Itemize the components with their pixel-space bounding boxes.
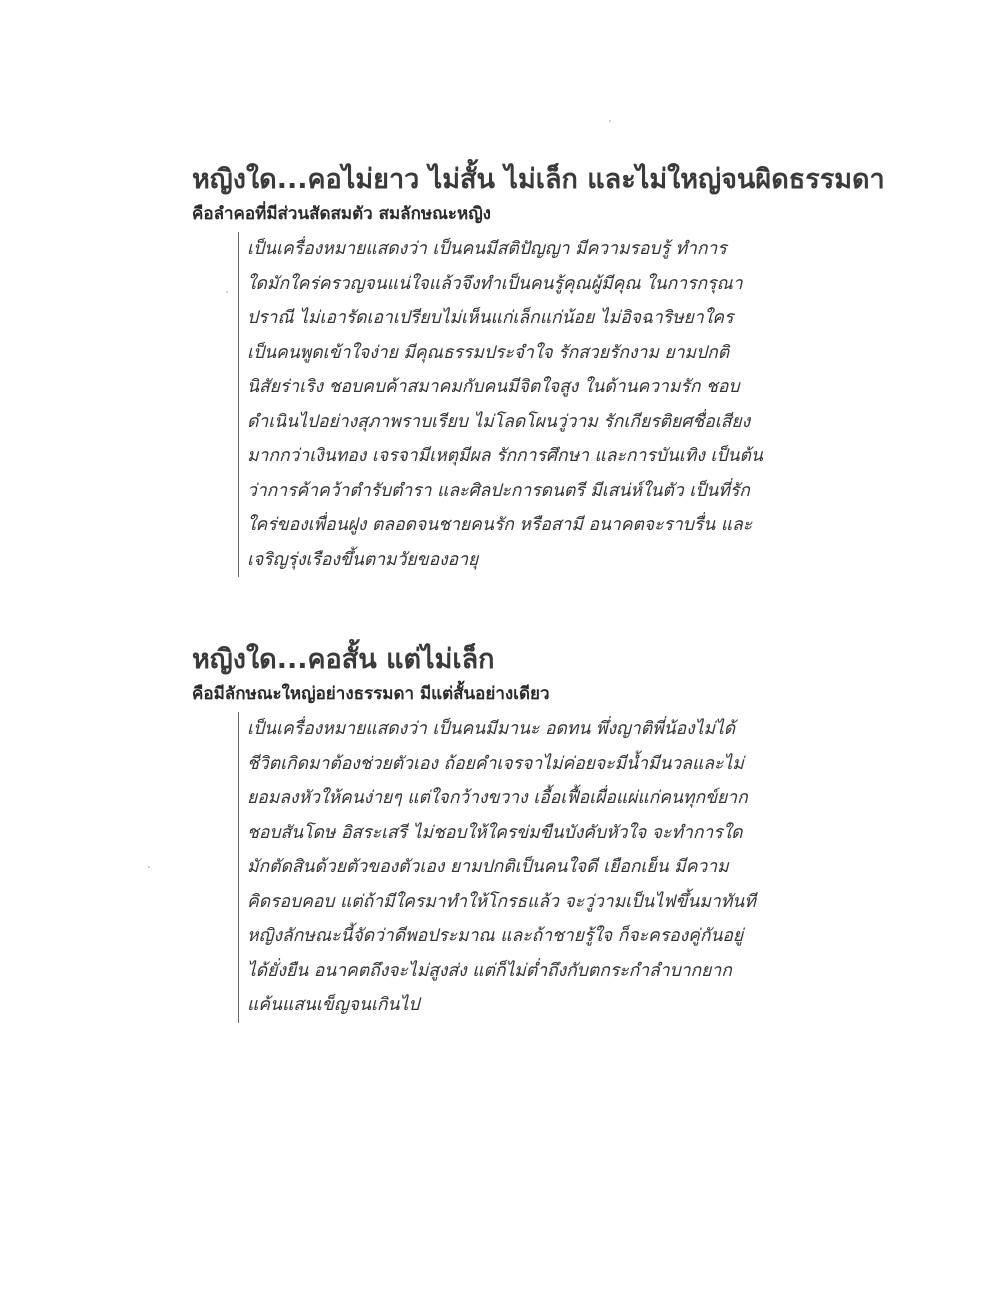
body-line: ปราณี ไม่เอารัดเอาเปรียบไม่เห็นแก่เล็กแก่น้อย ไม่อิจฉาริษยาใคร bbox=[247, 308, 734, 328]
body-line: ใดมักใคร่ครวญจนแน่ใจแล้วจึงทำเป็นคนรู้คุณผู้มีคุณ ในการกรุณา bbox=[247, 273, 743, 294]
body-line: ชอบสันโดษ อิสระเสรี ไม่ชอบให้ใครข่มขืนบังคับหัวใจ จะทำการใด bbox=[247, 822, 743, 843]
body-line: ยอมลงหัวให้คนง่ายๆ แต่ใจกว้างขวาง เอื้อเฟื้อเผื่อแผ่แก่คนทุกข์ยาก bbox=[247, 788, 748, 808]
body-line: มักตัดสินด้วยตัวของตัวเอง ยามปกติเป็นคนใจดี เยือกเย็น มีความ bbox=[247, 857, 729, 877]
scan-speck bbox=[226, 291, 228, 293]
section-long-neck bbox=[192, 160, 885, 577]
section-short-neck bbox=[192, 640, 812, 1023]
body-line: หญิงลักษณะนี้จัดว่าดีพอประมาณ และถ้าชายรู้ใจ ก็จะครองคู่กันอยู่ bbox=[247, 926, 744, 946]
body-line: เจริญรุ่งเรืองขึ้นตามวัยของอายุ bbox=[247, 549, 479, 570]
section-body bbox=[238, 712, 817, 1023]
body-line: ได้ยั่งยืน อนาคตถึงจะไม่สูงส่ง แต่ก็ไม่ต่ำถึงกับตกระกำลำบากยาก bbox=[247, 960, 732, 981]
section-body bbox=[238, 232, 817, 577]
body-line: ชีวิตเกิดมาต้องช่วยตัวเอง ถ้อยคำเจรจาไม่ค่อยจะมีน้ำมีนวลและไม่ bbox=[247, 753, 744, 774]
section-subheading: คือลำคอที่มีส่วนสัดสมตัว สมลักษณะหญิง bbox=[192, 204, 491, 224]
body-line: มากกว่าเงินทอง เจรจามีเหตุมีผล รักการศึกษา และการบันเทิง เป็นต้น bbox=[247, 446, 763, 466]
body-line: แค้นแสนเข็ญจนเกินไป bbox=[247, 995, 420, 1015]
body-line: เป็นคนพูดเข้าใจง่าย มีคุณธรรมประจำใจ รักสวยรักงาม ยามปกติ bbox=[247, 342, 730, 363]
section-subheading: คือมีลักษณะใหญ่อย่างธรรมดา มีแต่สั้นอย่างเดียว bbox=[192, 684, 550, 704]
scan-speck bbox=[609, 120, 611, 122]
body-line: ใคร่ของเพื่อนฝูง ตลอดจนชายคนรัก หรือสามี อนาคตจะราบรื่น และ bbox=[247, 515, 753, 535]
body-line: ว่าการค้าคว้าตำรับตำรา และศิลปะการดนตรี มีเสน่ห์ในตัว เป็นที่รัก bbox=[247, 480, 750, 501]
body-line: คิดรอบคอบ แต่ถ้ามีใครมาทำให้โกรธแล้ว จะวู่วามเป็นไฟขึ้นมาทันที bbox=[247, 891, 756, 912]
body-line: ดำเนินไปอย่างสุภาพราบเรียบ ไม่โลดโผนวู่วาม รักเกียรติยศชื่อเสียง bbox=[247, 411, 751, 432]
section-heading: หญิงใด...คอไม่ยาว ไม่สั้น ไม่เล็ก และไม่ใหญ่จนผิดธรรมดา bbox=[192, 164, 885, 195]
section-heading: หญิงใด...คอสั้น แต่ไม่เล็ก bbox=[192, 644, 495, 675]
body-line: เป็นเครื่องหมายแสดงว่า เป็นคนมีมานะ อดทน พึ่งญาติพี่น้องไม่ได้ bbox=[247, 719, 736, 739]
scan-speck bbox=[148, 866, 150, 868]
body-line: นิสัยร่าเริง ชอบคบค้าสมาคมกับคนมีจิตใจสูง ในด้านความรัก ชอบ bbox=[247, 377, 740, 397]
body-line: เป็นเครื่องหมายแสดงว่า เป็นคนมีสติปัญญา มีความรอบรู้ ทำการ bbox=[247, 239, 727, 259]
